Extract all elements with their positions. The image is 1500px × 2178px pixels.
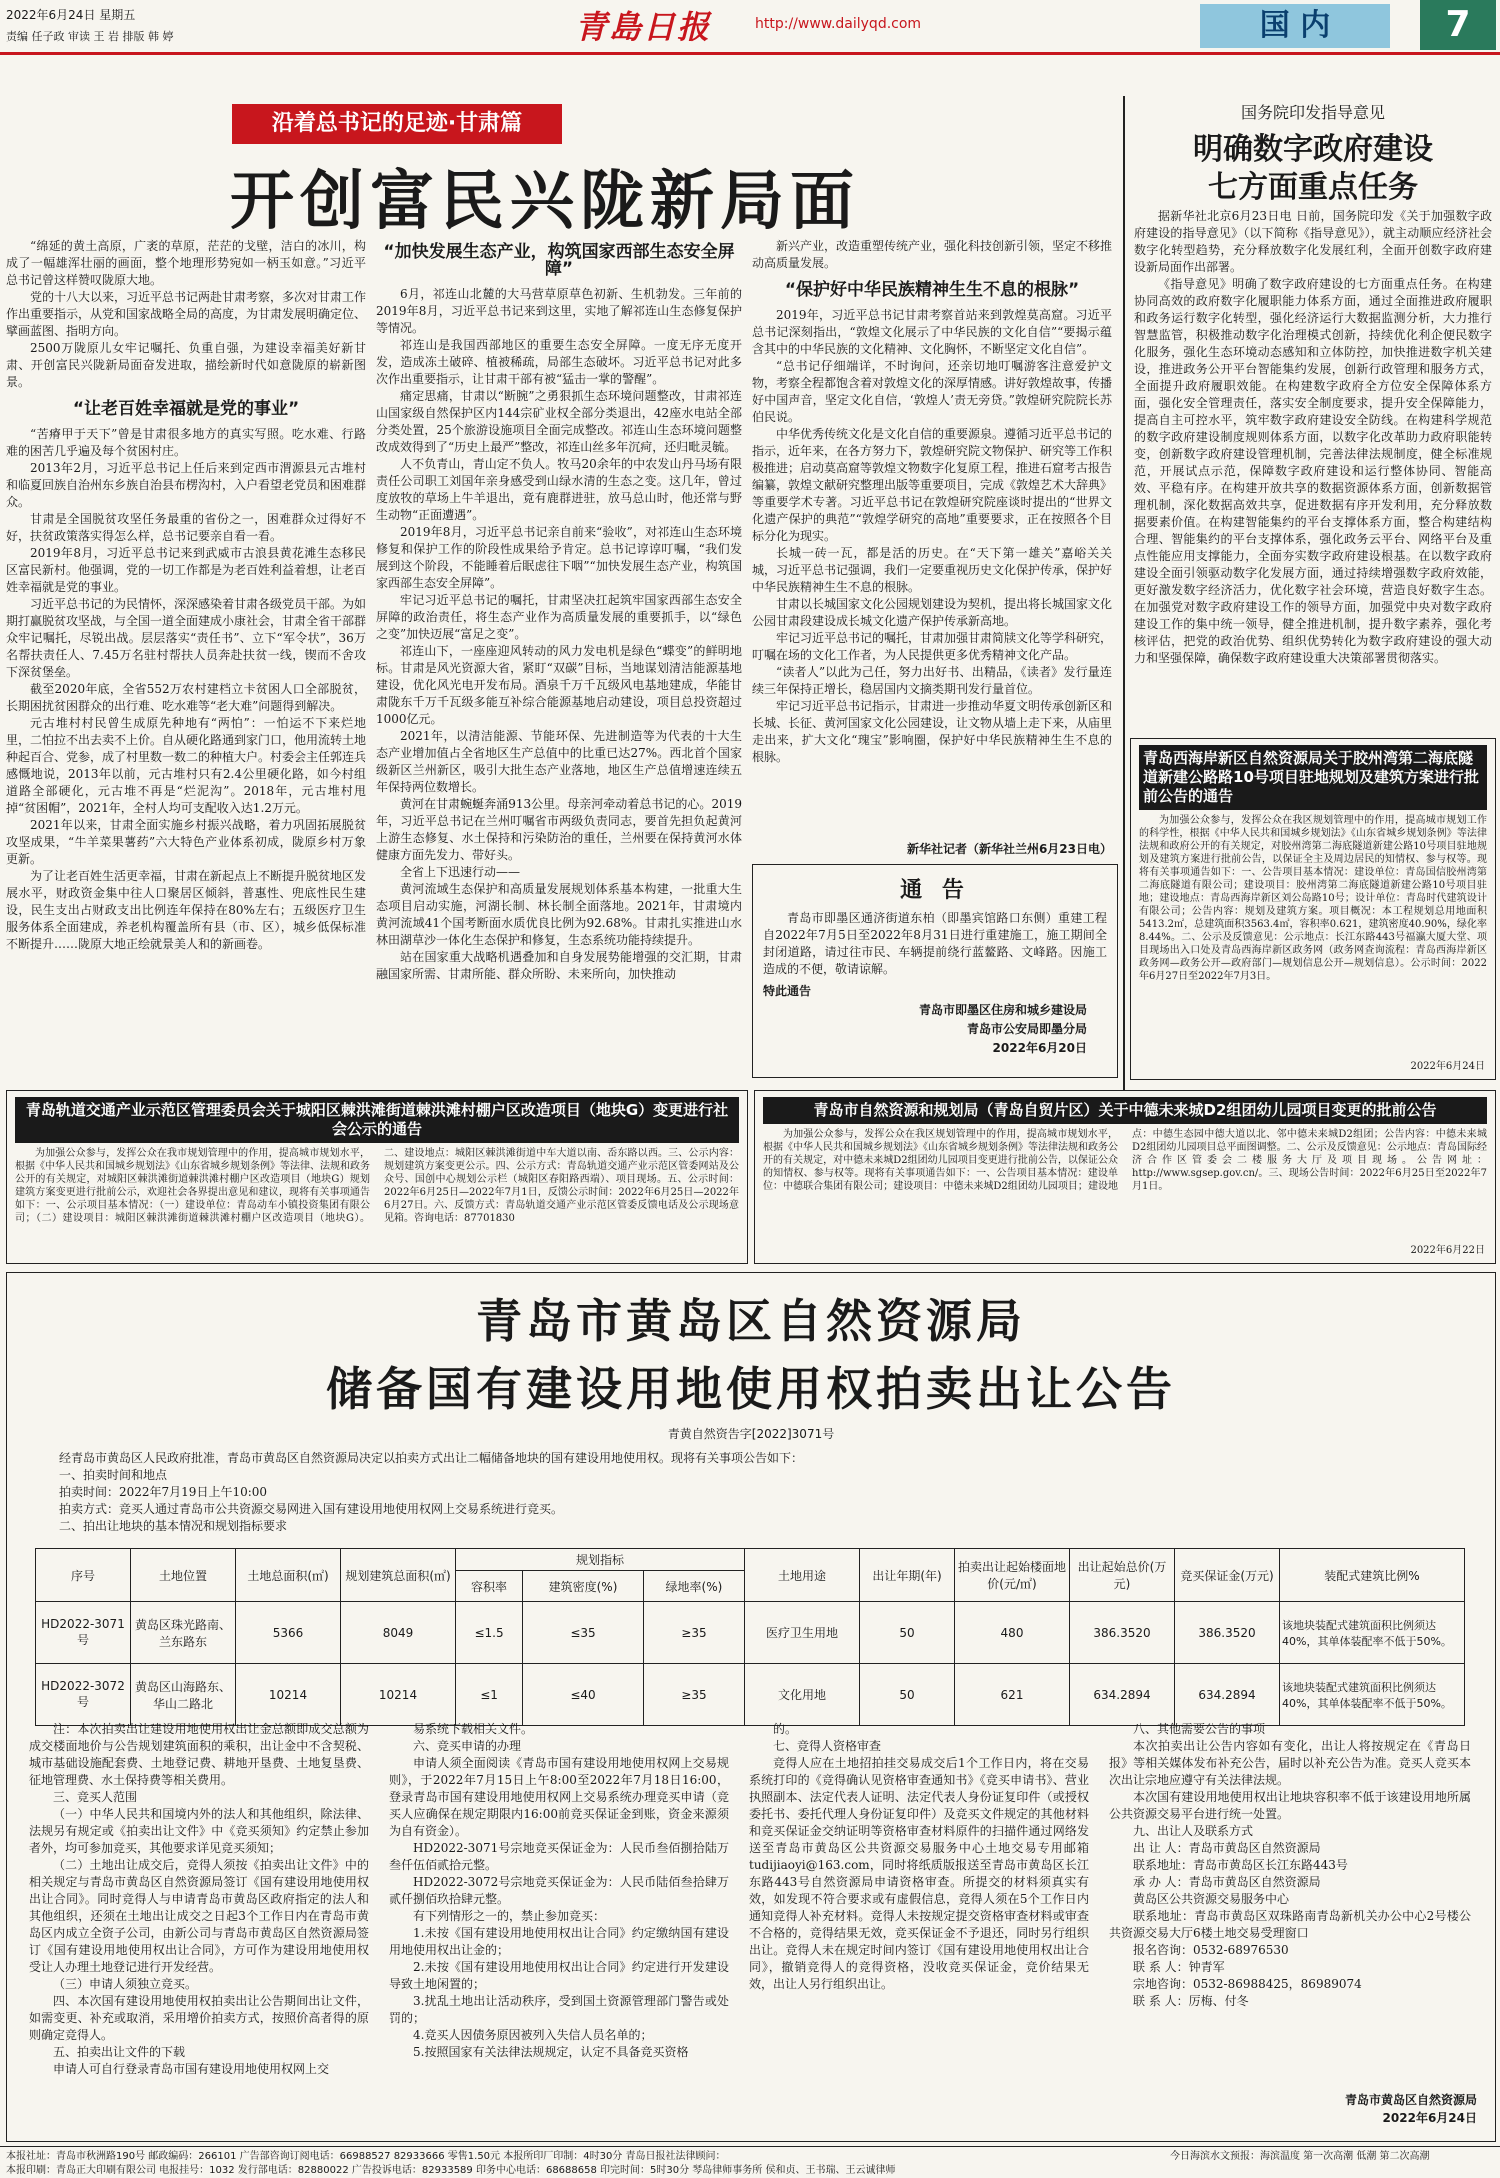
- paragraph: 有下列情形之一的，禁止参加竞买：: [413, 1909, 606, 1923]
- table-cell: 386.3520: [1175, 1602, 1280, 1664]
- feature-banner: 沿着总书记的足迹·甘肃篇: [232, 104, 562, 144]
- table-cell: 621: [955, 1664, 1070, 1726]
- footer-line-1: 本报社址：青岛市秋洲路190号 邮政编码：266101 广告部咨询订阅电话：66988527 82933666 零售1.50元 本报所印厂印制：4时30分 青岛日报社法律顾问：: [6, 2151, 726, 2162]
- paragraph: 四、本次国有建设用地使用权拍卖出让公告期间出让文件，如需变更、补充或取消，采用增价拍卖方式，按照价高者得的原则确定竞得人。: [29, 1994, 369, 2042]
- paragraph: 2500万陇原儿女牢记嘱托、负重自强，为建设幸福美好新甘肃、开创富民兴陇新局面奋发进取，描绘新时代如意陇原的崭新图景。: [6, 341, 366, 389]
- footer-line-2: 本报印刷：青岛正大印刷有限公司 电报挂号：1032 发行部电话：82880022 广告投诉电话：82933589 印务中心电话：68688658 印完时间：5时30分 琴岛律师事务所 侯和贞、王书瑞、王云诚律师: [6, 2165, 896, 2176]
- table-row: [36, 1664, 1465, 1726]
- table-header: 规划指标: [456, 1549, 745, 1571]
- paragraph: 2019年，习近平总书记甘肃考察首站来到敦煌莫高窟。习近平总书记深刻指出，“敦煌文化展示了中华民族的文化自信”“要揭示蕴含其中的中华民族的文化精神、文化胸怀，不断坚定文化自信”。: [752, 308, 1112, 356]
- paragraph: 六、竞买申请的办理: [413, 1739, 522, 1753]
- paragraph: 2019年8月，习近平总书记亲自前来“验收”，对祁连山生态环境修复和保护工作的阶段性成果给予肯定。总书记谆谆叮嘱，“我们发展到这个阶段，不能睡着后眠虑往下咽”“加快发展生态产业，构筑国家西部生态安全屏障”。: [376, 525, 742, 590]
- tunnel-notice-box: [1130, 738, 1496, 1080]
- rail-notice-body: 为加强公众参与，发挥公众在我市规划管理中的作用，提高城市规划水平，根据《中华人民共和国城乡规划法》《山东省城乡规划条例》等法律、法规和政务公开的有关规定，对城阳区棘洪滩街道棘洪滩村棚户区改造项目（地块G）规划建筑方案变更进行批前公示，欢迎社会各界提出意见和建议，现将有关事项通告如下：一、公示项目基本情况：（一）建设单位：青岛动车小镇投资集团有限公司；（二）建设项目：城阳区棘洪滩街道棘洪滩村棚户区改造项目（地块G）。二、建设地点：城阳区棘洪滩街道中车大道以南、岙东路以西。三、公示内容：规划建筑方案变更公示。四、公示方式：青岛轨道交通产业示范区管委网站及公众号、国创中心规划公示栏（城阳区春阳路西端）、项目现场。五、公示时间：2022年6月25日—2022年7月1日，反馈公示时间：2022年6月25日—2022年6月27日。六、反馈方式：青岛轨道交通产业示范区管委反馈电话及公示现场意见箱。咨询电话：87701830: [15, 1148, 739, 1224]
- table-header: 装配式建筑比例%: [1280, 1549, 1465, 1602]
- paragraph: 2021年以来，甘肃全面实施乡村振兴战略，着力巩固拓展脱贫攻坚成果，“牛羊菜果薯药”六大特色产业体系初成，陇原乡村万象更新。: [6, 818, 366, 866]
- paragraph: 出 让 人：青岛市黄岛区自然资源局: [1133, 1841, 1321, 1855]
- table-header: 拍卖出让起始楼面地价(元/㎡): [955, 1549, 1070, 1602]
- paragraph: 2019年8月，习近平总书记来到武威市古浪县黄花滩生态移民区富民新村。他强调，党的一切工作都是为老百姓利益着想，让老百姓幸福就是党的事业。: [6, 546, 366, 594]
- announcement-date: 2022年6月20日: [992, 1041, 1087, 1055]
- table-header: 土地总面积(㎡): [236, 1549, 341, 1602]
- paragraph: 中华优秀传统文化是文化自信的重要源泉。遵循习近平总书记的指示，近年来，在各方努力下，敦煌研究院文物保护、研究等工作积极推进；启动莫高窟等敦煌文物数字化复原工程，推进石窟考古报告编纂，敦煌文献研究整理出版等重要项目，完成《敦煌艺术大辞典》等重要学术专著。习近平总书记在敦煌研究院座谈时提出的“世界文化遗产保护的典范”“敦煌学研究的高地”重要要求，正在按照各个目标分化为现实。: [752, 427, 1112, 543]
- paragraph: 为了让老百姓生活更幸福，甘肃在新起点上不断提升脱贫地区发展水平，财政资金集中往人口聚居区倾斜，普惠性、兜底性民生建设，民生支出占财政支出比例连年保持在80%左右；五级医疗卫生服务体系全面建成，养老机构覆盖所有县（市、区），城乡低保标准不断提升……陇原大地正绘就景美人和的新画卷。: [6, 869, 366, 951]
- feature-col-1: [6, 238, 366, 1028]
- page-number: 7: [1420, 0, 1496, 50]
- paragraph: 甘肃是全国脱贫攻坚任务最重的省份之一，困难群众过得好不好，扶贫政策落实得怎么样，总书记要亲自看一看。: [6, 512, 366, 543]
- table-cell: 8049: [341, 1602, 456, 1664]
- table-cell: 黄岛区珠光路南、兰东路东: [131, 1602, 236, 1664]
- paragraph: 2013年2月，习近平总书记上任后来到定西市渭源县元古堆村和临夏回族自治州东乡族自治县布楞沟村，入户看望老党员和困难群众。: [6, 461, 366, 509]
- table-cell: 黄岛区山海路东、华山二路北: [131, 1664, 236, 1726]
- table-cell: ≥35: [643, 1664, 744, 1726]
- page-header: [0, 0, 1500, 55]
- announcement-special: 特此通告: [763, 984, 812, 998]
- kindergarten-notice-box: [754, 1090, 1496, 1264]
- table-cell: ≤1: [456, 1664, 523, 1726]
- paragraph: 八、其他需要公告的事项: [1133, 1722, 1266, 1736]
- paragraph: 联 系 人：钟青军: [1133, 1960, 1225, 1974]
- paragraph: 注：本次拍卖出让建设用地使用权出让金总额即成交总额为成交楼面地价与公告规划建筑面积的乘积，出让金中不含契税、城市基础设施配套费、土地登记费、耕地开垦费、土地复垦费、征地管理费、水土保持费等相关费用。: [29, 1722, 369, 1787]
- paragraph: 全省上下迅速行动——: [400, 865, 521, 879]
- table-header: 绿地率(%): [643, 1571, 744, 1602]
- table-header: 出让起始总价(万元): [1070, 1549, 1175, 1602]
- auction-title-2: 储备国有建设用地使用权拍卖出让公告: [326, 1362, 1176, 1416]
- paragraph: 本次国有建设用地使用权出让地块容积率不低于该建设用地所属公共资源交易平台进行统一处置。: [1109, 1790, 1471, 1821]
- paragraph: 牢记习近平总书记的嘱托，甘肃加强甘肃简牍文化等学科研究，叮嘱在场的文化工作者，为人民提供更多优秀精神文化产品。: [752, 631, 1112, 662]
- table-header: 出让年期(年): [860, 1549, 955, 1602]
- land-parcel-table: [35, 1548, 1465, 1726]
- paragraph: 黄河在甘肃蜿蜒奔涌913公里。母亲河牵动着总书记的心。2019年，习近平总书记在兰州叮嘱省市两级负责同志，要首先担负起黄河上游生态修复、水土保持和污染防治的重任，兰州要在保持黄河水体健康方面先发力、带好头。: [376, 797, 742, 862]
- paragraph: “苦瘠甲于天下”曾是甘肃很多地方的真实写照。吃水难、行路难的困苦几乎遍及每个贫困村庄。: [6, 427, 366, 458]
- table-header: 土地位置: [131, 1549, 236, 1602]
- paragraph: 经青岛市黄岛区人民政府批准，青岛市黄岛区自然资源局决定以拍卖方式出让二幅储备地块的国有建设用地使用权。现将有关事项公告如下：: [59, 1451, 804, 1465]
- paragraph: HD2022-3072号宗地竞买保证金为：人民币陆佰叁拾肆万贰仟捌佰玖拾肆元整。: [389, 1875, 729, 1906]
- paragraph: 4.竞买人因债务原因被列入失信人员名单的；: [413, 2028, 653, 2042]
- paragraph: 祁连山是我国西部地区的重要生态安全屏障。一度无序无度开发，造成冻土破碎、植被稀疏，局部生态破坏。习近平总书记对此多次作出重要指示，让甘肃干部有被“猛击一掌的警醒”。: [376, 338, 742, 386]
- paragraph: 五、拍卖出让文件的下载: [53, 2045, 186, 2059]
- table-header: 规划建筑总面积(㎡): [341, 1549, 456, 1602]
- rail-notice-title: 青岛轨道交通产业示范区管理委员会关于城阳区棘洪滩街道棘洪滩村棚户区改造项目（地块G）变更进行社会公示的通告: [15, 1097, 739, 1143]
- auction-col-4: [1109, 1721, 1471, 2081]
- kindergarten-notice-body: 为加强公众参与，发挥公众在我区规划管理中的作用，提高城市规划水平，根据《中华人民共和国城乡规划法》《山东省城乡规划条例》等法律法规和政务公开的有关规定，对中德未来城D2组团幼儿园项目变更进行批前公告，以保证公众的知情权、参与权等。现将有关事项通告如下：一、公告项目基本情况：建设单位：中德联合集团有限公司；建设项目：中德未来城D2组团幼儿园项目；建设地点：中德生态园中德大道以北、邻中德未来城D2组团；公告内容：中德未来城D2组团幼儿园项目总平面图调整。二、公示及反馈意见：公示地点：青岛国际经济合作区管委会二楼服务大厅及项目现场。公告网址：http://www.sgsep.gov.cn/。三、现场公告时间：2022年6月25日至2022年7月1日。: [763, 1129, 1487, 1192]
- paragraph: 黄河流域生态保护和高质量发展规划体系基本构建，一批重大生态项目启动实施，河湖长制、林长制全面落地。2021年，甘肃境内黄河流域41个国考断面水质优良比例为92.68%。甘肃扎实推进山水林田湖草沙一体化生态保护和修复，生态系统功能持续提升。: [376, 882, 742, 947]
- paragraph: 七、竞得人资格审查: [773, 1739, 882, 1753]
- paragraph: 竞得人应在土地招拍挂交易成交后1个工作日内，将在交易系统打印的《竞得确认见资格审查通知书》《竞买申请书》、营业执照副本、法定代表人证明、法定代表人身份证复印件（或授权委托书、委托代理人身份证复印件）及竞买文件规定的其他材料和竞买保证金交纳证明等资格审查材料原件的扫描件通过网络发送至青岛市黄岛区公共资源交易服务中心土地交易专用邮箱tudijiaoyi@163.com，同时将纸质版报送至青岛市黄岛区长江东路443号自然资源局申请资格审查。所提交的材料须真实有效，如发现不符合要求或有虚假信息，竞得人须在5个工作日内通知竞得人补充材料。竞得人未按规定提交资格审查材料或审查不合格的，竞得结果无效，竞买保证金不予退还，同时另行组织出让。竞得人未在规定时间内签订《国有建设用地使用权出让合同》，撤销竞得人的竞得资格，没收竞买保证金，竞价结果无效，出让人另行组织出让。: [749, 1756, 1089, 1991]
- table-cell: ≤1.5: [456, 1602, 523, 1664]
- paragraph: 长城一砖一瓦，都是活的历史。在“天下第一雄关”嘉峪关关城，习近平总书记强调，我们一定要重视历史文化保护传承，保护好中华民族精神生生不息的根脉。: [752, 546, 1112, 594]
- feature-byline: 新华社记者（新华社兰州6月23日电）: [906, 842, 1112, 856]
- table-cell: HD2022-3071号: [36, 1602, 131, 1664]
- table-cell: 50: [860, 1602, 955, 1664]
- paragraph: 牢记习近平总书记指示，甘肃进一步推动华夏文明传承创新区和长城、长征、黄河国家文化公园建设，让文物从墙上走下来，从庙里走出来，扩大文化“瑰宝”影响圈，保护好中华民族精神生生不息的根脉。: [752, 699, 1112, 764]
- paragraph: （一）中华人民共和国境内外的法人和其他组织，除法律、法规另有规定或《拍卖出让文件》中《竞买须知》约定禁止参加者外，均可参加竞买，其他要求详见竞买须知；: [29, 1807, 369, 1855]
- paragraph: 人不负青山，青山定不负人。牧马20余年的中农发山丹马场有限责任公司职工刘国年亲身感受到山绿水清的生态之变。这几年，曾过度放牧的草场上牛羊退出，竟有鹿群进驻，放马总山时，他还常与野生动物“正面遭遇”。: [376, 457, 742, 522]
- paragraph: 1.未按《国有建设用地使用权出让合同》约定缴纳国有建设用地使用权出让金的；: [389, 1926, 729, 1957]
- announcement-signer-2: 青岛市公安局即墨分局: [966, 1022, 1087, 1036]
- table-header: 土地用途: [745, 1549, 860, 1602]
- auction-col-1: [29, 1721, 369, 2121]
- kindergarten-notice-date: 2022年6月22日: [1410, 1245, 1485, 1256]
- paragraph: “读者人”以此为己任，努力出好书、出精品，《读者》发行量连续三年保持正增长，稳居国内文摘类期刊发行量首位。: [752, 665, 1112, 696]
- state-council-title-1: 明确数字政府建设: [1193, 132, 1433, 167]
- table-cell: 634.2894: [1070, 1664, 1175, 1726]
- table-cell: 文化用地: [745, 1664, 860, 1726]
- section-label: 国 内: [1200, 4, 1390, 48]
- paragraph: 据新华社北京6月23日电 日前，国务院印发《关于加强数字政府建设的指导意见》（以下简称《指导意见》），就主动顺应经济社会数字化转型趋势，充分释放数字化发展红利，全面开创数字政府建设新局面作出部署。: [1134, 209, 1492, 274]
- paragraph: （二）土地出让成交后，竞得人须按《拍卖出让文件》中的相关规定与青岛市黄岛区自然资源局签订《国有建设用地使用权出让合同》。同时竞得人与申请青岛市黄岛区政府指定的法人和其他组织，还须在土地出让成交之日起3个工作日内在青岛市黄岛区内成立全资子公司，由新公司与青岛市黄岛区自然资源局签订《国有建设用地使用权出让合同》，方可作为建设用地使用权受让人办理土地登记进行开发经营。: [29, 1858, 369, 1974]
- table-cell: 10214: [236, 1664, 341, 1726]
- paragraph: 甘肃以长城国家文化公园规划建设为契机，提出将长城国家文化公园甘肃段建设成长城文化遗产保护传承新高地。: [752, 597, 1112, 628]
- auction-signer: 青岛市黄岛区自然资源局: [1344, 2093, 1477, 2107]
- table-cell: 480: [955, 1602, 1070, 1664]
- auction-col-3: [749, 1721, 1089, 2121]
- table-header: 容积率: [456, 1571, 523, 1602]
- paragraph: HD2022-3071号宗地竞买保证金为：人民币叁佰捌拾陆万叁仟伍佰贰拾元整。: [389, 1841, 729, 1872]
- announcement-body: 青岛市即墨区通济街道东柏（即墨宾馆路口东侧）重建工程自2022年7月5日至2022年8月31日进行重建施工，施工期间全封闭道路，请过往市民、车辆提前绕行蓝鳌路、文峰路。因施工造成的不便，敬请谅解。: [763, 911, 1107, 976]
- paragraph: 联 系 人：厉梅、付冬: [1133, 1994, 1249, 2008]
- paragraph: 5.按照国家有关法律法规规定，认定不具备竞买资格: [413, 2045, 689, 2059]
- announcement-box: [752, 864, 1118, 1078]
- table-cell: 634.2894: [1175, 1664, 1280, 1726]
- announcement-title: 通 告: [900, 878, 970, 903]
- feature-title: 开创富民兴陇新局面: [230, 164, 860, 239]
- state-council-body: [1134, 208, 1492, 728]
- paragraph: 报名咨询：0532-68976530: [1133, 1943, 1289, 1957]
- feature-col-2: [376, 238, 742, 1028]
- paragraph: 祁连山下，一座座迎风转动的风力发电机是绿色“蝶变”的鲜明地标。甘肃是风光资源大省，紧盯“双碳”目标，当地谋划清洁能源基地建设，优化风光电开发布局。酒泉千万千瓦级风电基地建成，华能甘肃陇东千万千瓦级多能互补综合能源基地启动建设，项目总投资超过1000亿元。: [376, 644, 742, 726]
- paragraph: 联系地址：青岛市黄岛区长江东路443号: [1133, 1858, 1348, 1872]
- paragraph: 2021年，以清洁能源、节能环保、先进制造等为代表的十大生态产业增加值占全省地区生产总值中的比重已达27%。西北首个国家级新区兰州新区，吸引大批生态产业落地，地区生产总值增速连续五年保持两位数增长。: [376, 729, 742, 794]
- table-cell: 该地块装配式建筑面积比例须达40%，其单体装配率不低于50%。: [1280, 1664, 1465, 1726]
- paragraph: 站在国家重大战略机遇叠加和自身发展势能增强的交汇期，甘肃融国家所需、甘肃所能、群众所盼、未来所向，加快推动: [376, 950, 742, 981]
- subheading: “让老百姓幸福就是党的事业”: [72, 399, 300, 419]
- page-footer: [0, 2146, 1500, 2178]
- paragraph: 申请人可自行登录青岛市国有建设用地使用权网上交: [53, 2062, 330, 2076]
- tunnel-notice-date: 2022年6月24日: [1410, 1061, 1485, 1072]
- paragraph: 拍卖方式：竞买人通过青岛市公共资源交易网进入国有建设用地使用权网上交易系统进行竞买。: [59, 1502, 564, 1516]
- paragraph: 承 办 人：青岛市黄岛区自然资源局: [1133, 1875, 1321, 1889]
- state-council-title-2: 七方面重点任务: [1208, 170, 1418, 205]
- paragraph: 6月，祁连山北麓的大马营草原草色初新、生机勃发。三年前的2019年8月，习近平总书记来到这里，实地了解祁连山生态修复保护等情况。: [376, 287, 742, 335]
- table-cell: ≥35: [643, 1602, 744, 1664]
- table-row: [36, 1602, 1465, 1664]
- paragraph: 易系统下载相关文件。: [413, 1722, 534, 1736]
- paragraph: “绵延的黄土高原，广袤的草原，茫茫的戈壁，洁白的冰川，构成了一幅雄浑壮丽的画面，整个地理形势宛如一柄玉如意。”习近平总书记曾这样赞叹陇原大地。: [6, 239, 366, 287]
- paragraph: 拍卖时间：2022年7月19日上午10:00: [59, 1485, 268, 1499]
- paragraph: 一、拍卖时间和地点: [59, 1468, 168, 1482]
- feature-col-3: [752, 238, 1112, 856]
- table-header: 竞买保证金(万元): [1175, 1549, 1280, 1602]
- paragraph: 宗地咨询：0532-86988425，86989074: [1133, 1977, 1362, 1991]
- table-cell: ≤40: [523, 1664, 644, 1726]
- paragraph: 3.扰乱土地出让活动秩序，受到国土资源管理部门警告或处罚的；: [389, 1994, 729, 2025]
- table-header: 建筑密度(%): [523, 1571, 644, 1602]
- tunnel-notice-title: 青岛西海岸新区自然资源局关于胶州湾第二海底隧道新建公路路10号项目驻地规划及建筑方案进行批前公告的通告: [1139, 745, 1487, 810]
- paragraph: 痛定思痛，甘肃以“断腕”之勇狠抓生态环境问题整改，甘肃祁连山国家级自然保护区内144宗矿业权全部分类退出，42座水电站全部分类处置，25个旅游设施项目全面完成整改。祁连山生态环境问题整改成效得到了“历史上最严”整改，祁连山丝多年沉疴，还归毗灵毓。: [376, 389, 742, 454]
- auction-title-1: 青岛市黄岛区自然资源局: [476, 1294, 1026, 1348]
- subheading: “保护好中华民族精神生生不息的根脉”: [784, 280, 1080, 300]
- paragraph: “总书记仔细端详，不时询问，还亲切地叮嘱游客注意爱护文物，考察全程都饱含着对敦煌文化的深厚情感。讲好敦煌故事，传播好中国声音，坚定文化自信，‘敦煌人’责无旁贷。”敦煌研究院院长苏伯民说。: [752, 359, 1112, 424]
- state-council-kicker: 国务院印发指导意见: [1240, 103, 1385, 122]
- paragraph: （三）申请人须独立竞买。: [53, 1977, 198, 1991]
- table-cell: 386.3520: [1070, 1602, 1175, 1664]
- auction-notice-box: [6, 1272, 1496, 2142]
- paragraph: 九、出让人及联系方式: [1133, 1824, 1254, 1838]
- tunnel-notice-body: 为加强公众参与，发挥公众在我区规划管理中的作用，提高城市规划工作的科学性，根据《中华人民共和国城乡规划法》《山东省城乡规划条例》等法律法规和政府公开的有关规定，对胶州湾第二海底隧道新建公路10号项目驻地规划及建筑方案进行批前公告，以保证全主及周边居民的知情权、参与权等。现将有关事项通告如下：一、公告项目基本情况：建设单位：青岛国信胶州湾第二海底隧道有限公司；建设项目：胶州湾第二海底隧道新建公路10号项目驻地；建设地点：青岛西海岸新区刘公岛路10号；设计单位：青岛时代建筑设计有限公司；公告内容：规划及建筑方案。项目概况：本工程规划总用地面积5413.2㎡，总建筑面积3563.4㎡，容积率0.621，建筑密度40.90%，绿化率8.44%。二、公示及反馈意见：公示地点：长江东路443号福瀛大厦大堂、项目现场出入口处及青岛西海岸新区政务网（政务网查询流程：青岛西海岸新区政务网—政务公开—政府部门—规划信息公开—规划信息）。公示时间：2022年6月27日至2022年7月3日。: [1139, 815, 1487, 982]
- paragraph: 元古堆村村民曾生成原先种地有“两怕”：一怕运不下来烂地里，二怕拉不出去卖不上价。自从硬化路通到家门口，他用流转土地种起百合、党参，成了村里数一数二的种植大户。村委会主任郭连兵感慨地说，2013年以前，元古堆村只有2.4公里硬化路，如今村组道路全部硬化，元古堆不再是“烂泥沟”。2018年，元古堆村甩掉“贫困帽”，2021年，全村人均可支配收入达1.2万元。: [6, 716, 366, 815]
- table-cell: 10214: [341, 1664, 456, 1726]
- auction-col-2: [389, 1721, 729, 2121]
- paragraph: 申请人须全面阅读《青岛市国有建设用地使用权网上交易规则》，于2022年7月15日上午8:00至2022年7月18日16:00，登录青岛市国有建设用地使用权网上交易系统办理竞买申请（竞买人应确保在规定期限内16:00前竞买保证金到账，资金来源须为自有资金）。: [389, 1756, 729, 1838]
- paper-logo: 青島日报: [575, 8, 712, 46]
- table-cell: 医疗卫生用地: [745, 1602, 860, 1664]
- paragraph: 牢记习近平总书记的嘱托，甘肃坚决扛起筑牢国家西部生态安全屏障的政治责任，将生态产业作为高质量发展的重要抓手，以“绿色之变”加快迈展“富足之变”。: [376, 593, 742, 641]
- paragraph: 新兴产业，改造重塑传统产业，强化科技创新引领，坚定不移推动高质量发展。: [752, 239, 1112, 270]
- paragraph: 截至2020年底，全省552万农村建档立卡贫困人口全部脱贫，长期困扰贫困群众的出行难、吃水难等“老大难”问题得到解决。: [6, 682, 366, 713]
- paragraph: 习近平总书记的为民情怀，深深感染着甘肃各级党员干部。为如期打赢脱贫攻坚战，与全国一道全面建成小康社会，甘肃全省干部群众牢记嘱托，尽锐出战。层层落实“责任书”、立下“军令状”，36万名帮扶责任人、7.45万名驻村帮扶人员奔赴扶贫一线，锲而不舍攻下深贫堡垒。: [6, 597, 366, 679]
- auction-intro: [35, 1450, 1467, 1540]
- paragraph: 《指导意见》明确了数字政府建设的七方面重点任务。在构建协同高效的政府数字化履职能力体系方面，通过全面推进政府履职和政务运行数字化转型，强化经济运行大数据监测分析，大力推行智慧监管，积极推动数字化治理模式创新，持续优化利企便民数字化服务，强化生态环境动态感知和立体防控，加快推进数字机关建设，推进政务公开平台智能集约发展，创新行政管理和服务方式，全面提升政府履职效能。在构建数字政府全方位安全保障体系方面，强化安全管理责任，落实安全制度要求，提升安全保障能力，提高自主可控水平，筑牢数字政府建设安全防线。在构建科学规范的数字政府建设制度规则体系方面，以数字化改革助力政府职能转变，创新数字政府建设管理机制，完善法律法规制度，健全标准规范，开展试点示范，保障数字政府建设和运行整体协同、智能高效、平稳有序。在构建开放共享的数据资源体系方面，创新数据管理机制，深化数据高效共享，促进数据有序开发利用，充分释放数据要素价值。在构建智能集约的平台支撑体系方面，整合构建结构合理、智能集约的平台支撑体系，强化政务云平台、网络平台及重点性能应用支撑能力，全面夯实数字政府建设根基。在以数字政府建设全面引领驱动数字化发展方面，通过持续增强数字政府效能，更好激发数字经济活力，优化数字社会环境，营造良好数字生态。在加强党对数字政府建设工作的领导方面，加强党中央对数字政府建设工作的集中统一领导，健全推进机制，提升数字素养，强化考核评估，把党的政治优势、组织优势转化为数字政府建设的强大动力和坚强保障，确保数字政府建设重大决策部署贯彻落实。: [1134, 277, 1492, 665]
- paragraph: 二、拍出让地块的基本情况和规划指标要求: [59, 1519, 288, 1533]
- paragraph: 党的十八大以来，习近平总书记两赴甘肃考察，多次对甘肃工作作出重要指示，从党和国家战略全局的高度，为甘肃发展明确定位、擘画蓝图、指明方向。: [6, 290, 366, 338]
- header-editors: 责编 任子政 审读 王 岩 排版 韩 婷: [6, 30, 174, 43]
- footer-weather: 今日海滨水文预报：海滨温度 第一次高潮 低潮 第二次高潮: [1170, 2151, 1430, 2162]
- paragraph: 联系地址：青岛市黄岛区双珠路南青岛新机关办公中心2号楼公共资源交易大厅6楼土地交易受理窗口: [1109, 1909, 1471, 1940]
- header-url[interactable]: http://www.dailyqd.com: [755, 16, 922, 32]
- auction-date: 2022年6月24日: [1382, 2111, 1477, 2125]
- paragraph: 本次拍卖出让公告内容如有变化，出让人将按规定在《青岛日报》等相关媒体发布补充公告，届时以补充公告为准。竞买人竞买本次出让宗地应遵守有关法律法规。: [1109, 1739, 1471, 1787]
- table-cell: 5366: [236, 1602, 341, 1664]
- table-cell: HD2022-3072号: [36, 1664, 131, 1726]
- paragraph: 2.未按《国有建设用地使用权出让合同》约定进行开发建设导致土地闲置的；: [389, 1960, 729, 1991]
- paragraph: 的。: [773, 1722, 798, 1736]
- announcement-signer-1: 青岛市即墨区住房和城乡建设局: [918, 1003, 1087, 1017]
- header-date: 2022年6月24日 星期五: [6, 8, 136, 22]
- table-cell: ≤35: [523, 1602, 644, 1664]
- subheading: “加快发展生态产业，构筑国家西部生态安全屏障”: [383, 242, 735, 279]
- paragraph: 黄岛区公共资源交易服务中心: [1133, 1892, 1290, 1906]
- table-header-row: [36, 1549, 1465, 1571]
- paragraph: 三、竞买人范围: [53, 1790, 138, 1804]
- column-divider: [1123, 96, 1125, 1096]
- table-cell: 该地块装配式建筑面积比例须达40%，其单体装配率不低于50%。: [1280, 1602, 1465, 1664]
- table-header: 序号: [36, 1549, 131, 1602]
- kindergarten-notice-title: 青岛市自然资源和规划局（青岛自贸片区）关于中德未来城D2组团幼儿园项目变更的批前公告: [763, 1097, 1487, 1124]
- auction-doc-number: 青黄自然资告字[2022]3071号: [667, 1427, 835, 1441]
- table-cell: 50: [860, 1664, 955, 1726]
- rail-notice-box: [6, 1090, 748, 1264]
